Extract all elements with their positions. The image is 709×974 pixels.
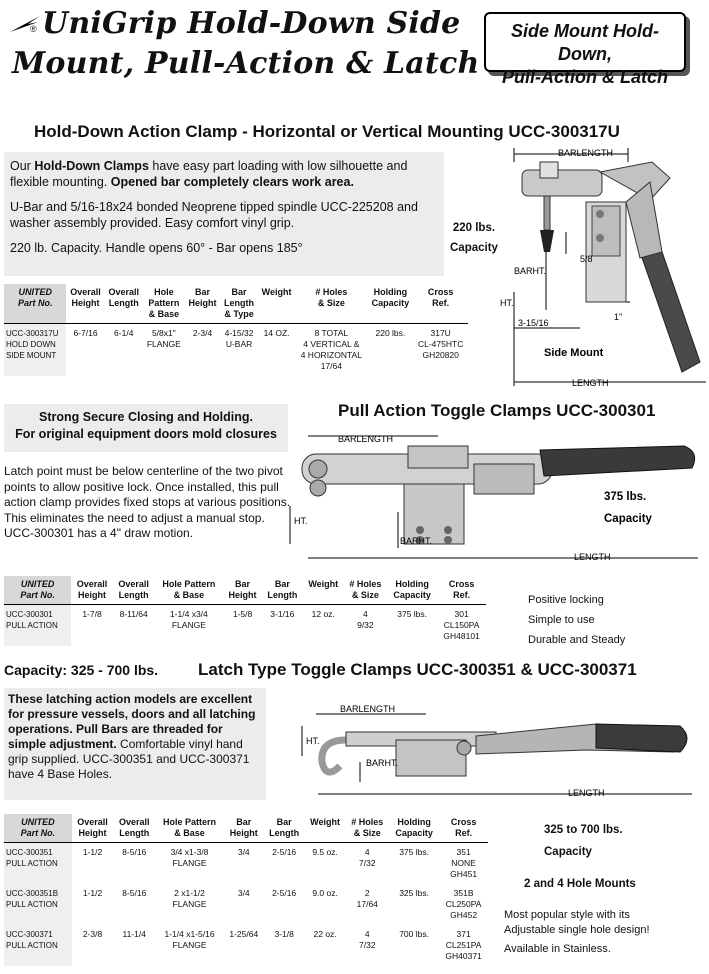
column-header: Weight bbox=[258, 284, 295, 324]
table-cell: UCC-300351B PULL ACTION bbox=[4, 884, 72, 925]
table-cell: UCC-300351 PULL ACTION bbox=[4, 843, 72, 885]
column-header: Bar Length & Type bbox=[220, 284, 258, 324]
table-cell: 2-3/4 bbox=[192, 328, 213, 338]
table-row bbox=[4, 324, 468, 377]
table-cell: 4-15/32 U-BAR bbox=[224, 328, 254, 349]
column-header: Bar Length bbox=[262, 576, 303, 605]
dim-five-eighths: 5/8 bbox=[580, 254, 593, 264]
dim-one-inch: 1" bbox=[614, 312, 623, 322]
table-cell: 2-5/16 bbox=[272, 847, 297, 857]
table-cell: 1-5/8 bbox=[232, 609, 253, 619]
column-header: Overall Length bbox=[113, 814, 155, 843]
table-row bbox=[4, 925, 488, 966]
section3-description bbox=[4, 688, 266, 800]
table-cell: 9.0 oz. bbox=[312, 888, 338, 898]
table-cell: 9.5 oz. bbox=[312, 847, 338, 857]
dim-length: LENGTH bbox=[574, 552, 611, 562]
table-cell: 11-1/4 bbox=[122, 929, 146, 939]
table-cell: 3/4 x1-3/8 FLANGE bbox=[170, 847, 209, 868]
section1-capacity: 220 lbs. Capacity bbox=[450, 222, 498, 254]
column-header: Holding Capacity bbox=[389, 814, 439, 843]
section3-capacity-value: 325 to 700 lbs. bbox=[544, 824, 623, 836]
section2-capacity-label: Capacity bbox=[604, 513, 652, 525]
dim-bar-height: BARHT. bbox=[400, 536, 433, 546]
table-cell: 1-25/64 bbox=[229, 929, 259, 939]
dim-height: HT. bbox=[500, 298, 514, 308]
table-cell: 2-5/16 bbox=[272, 888, 297, 898]
section2-capacity-value: 375 lbs. bbox=[604, 491, 647, 503]
table-cell: 22 oz. bbox=[313, 929, 337, 939]
table-cell: 8-5/16 bbox=[122, 888, 147, 898]
table-body bbox=[4, 843, 488, 967]
column-header: Cross Ref. bbox=[437, 576, 486, 605]
section2-tagline: Strong Secure Closing and Holding. For original equipment doors mold closures bbox=[4, 404, 288, 452]
table-cell: 351 NONE GH451 bbox=[450, 847, 478, 879]
column-header: Hole Pattern & Base bbox=[143, 284, 185, 324]
column-header: # Holes & Size bbox=[344, 576, 387, 605]
dim-bar-length: BARLENGTH bbox=[558, 148, 614, 158]
section3-notes: Most popular style with its Adjustable single hole design! Available in Stainless. bbox=[504, 909, 650, 955]
column-header: Weight bbox=[305, 814, 346, 843]
dim-height: HT. bbox=[306, 736, 320, 746]
table-cell: 220 lbs. bbox=[375, 328, 406, 338]
column-header: Overall Height bbox=[72, 814, 114, 843]
table-cell: 3-1/8 bbox=[274, 929, 294, 939]
column-header: UNITED Part No. bbox=[4, 576, 71, 605]
page-title-line2: Mount, Pull-Action & Latch bbox=[12, 46, 480, 81]
dim-bar-length: BARLENGTH bbox=[340, 704, 396, 714]
table-cell: 1-1/4 x3/4 FLANGE bbox=[169, 609, 208, 630]
table-cell: UCC-300301 PULL ACTION bbox=[4, 605, 71, 647]
section2-description: Latch point must be below centerline of the two pivot points to allow positive lock. Once installed, this pull action clamp provides fixed stops at various positions. This eliminates the need to adjust a manual stop. UCC-300301 has a 4" draw motion. bbox=[4, 464, 291, 540]
table-header-row bbox=[4, 284, 468, 324]
registered-mark: ® bbox=[30, 24, 37, 34]
table-header-row bbox=[4, 814, 488, 843]
column-header: Weight bbox=[303, 576, 344, 605]
section3-desc-normal: Comfortable vinyl hand grip supplied. UCC-300351 and UCC-300371 have 4 Base Holes. bbox=[8, 737, 250, 781]
column-header: Overall Height bbox=[71, 576, 113, 605]
dim-length: LENGTH bbox=[572, 378, 609, 388]
table-cell: UCC-300317U HOLD DOWN SIDE MOUNT bbox=[4, 324, 66, 377]
dim-bar-height: BARHT. bbox=[514, 266, 547, 276]
section1-desc-p2: U-Bar and 5/16-18x24 bonded Neoprene tipped spindle UCC-225208 and washer assembly provided. Easy comfort vinyl grip. bbox=[10, 200, 418, 230]
page-title-line1: UniGrip Hold-Down Side bbox=[42, 6, 461, 41]
table-cell: 3-1/16 bbox=[270, 609, 295, 619]
table-cell: 1-1/2 bbox=[82, 888, 103, 898]
column-header: Cross Ref. bbox=[439, 814, 488, 843]
table-cell: 1-7/8 bbox=[82, 609, 102, 619]
column-header: # Holes & Size bbox=[295, 284, 367, 324]
table-row bbox=[4, 843, 488, 885]
table-cell: 4 7/32 bbox=[359, 929, 376, 950]
table-cell: 375 lbs. bbox=[397, 609, 428, 619]
section2-heading: Pull Action Toggle Clamps UCC-300301 bbox=[338, 401, 656, 420]
section3-heading: Latch Type Toggle Clamps UCC-300351 & UCC-300371 bbox=[198, 660, 637, 679]
section1-heading: Hold-Down Action Clamp - Horizontal or Vertical Mounting UCC-300317U bbox=[34, 122, 620, 141]
table-cell: 8-11/64 bbox=[119, 609, 148, 619]
column-header: Holding Capacity bbox=[367, 284, 413, 324]
feature-item: Durable and Steady bbox=[528, 634, 626, 646]
table-row bbox=[4, 884, 488, 925]
table-cell: 2 17/64 bbox=[356, 888, 378, 909]
table-cell: 8-5/16 bbox=[122, 847, 147, 857]
section1-spec-table bbox=[4, 284, 468, 376]
table-cell: 2 x1-1/2 FLANGE bbox=[172, 888, 207, 909]
section1-description bbox=[4, 152, 444, 276]
table-cell: 8 TOTAL 4 VERTICAL & 4 HORIZONTAL 17/64 bbox=[300, 328, 362, 371]
column-header: Cross Ref. bbox=[413, 284, 468, 324]
section1-desc-p1: Our Hold-Down Clamps have easy part loading with low silhouette and flexible mounting. Opened bar completely clears work area. bbox=[10, 159, 408, 189]
table-cell: 317U CL-475HTC GH20820 bbox=[417, 328, 464, 360]
hold-down-clamp-image bbox=[500, 142, 708, 392]
column-header: Overall Length bbox=[113, 576, 155, 605]
feature-item: Simple to use bbox=[528, 614, 595, 626]
table-cell: 3/4 bbox=[237, 847, 250, 857]
table-cell: 1-1/4 x1-5/16 FLANGE bbox=[164, 929, 215, 950]
section3-desc-bold: These latching action models are excellent for pressure vessels, doors and all latching operations. Pull Bars are threaded for simple adjustment. bbox=[8, 692, 256, 751]
table-cell: 1-1/2 bbox=[82, 847, 103, 857]
table-cell: 375 lbs. bbox=[399, 847, 429, 857]
dim-bar-height: BARHT. bbox=[366, 758, 399, 768]
column-header: Bar Height bbox=[223, 576, 262, 605]
pull-action-clamp-image bbox=[288, 424, 704, 568]
column-header: Overall Height bbox=[66, 284, 104, 324]
section3-capacity-heading: Capacity: 325 - 700 lbs. bbox=[4, 662, 159, 678]
badge-line2: Pull-Action & Latch bbox=[502, 67, 668, 87]
section3-spec-table bbox=[4, 814, 488, 966]
section3-mounts: 2 and 4 Hole Mounts bbox=[524, 878, 636, 890]
image-caption: Side Mount bbox=[544, 347, 604, 359]
dim-height: HT. bbox=[294, 516, 308, 526]
column-header: Hole Pattern & Base bbox=[155, 814, 224, 843]
table-cell: 14 OZ. bbox=[263, 328, 290, 338]
column-header: Bar Height bbox=[185, 284, 220, 324]
section1-desc-p3: 220 lb. Capacity. Handle opens 60° - Bar opens 185° bbox=[10, 241, 303, 255]
section3-capacity-label: Capacity bbox=[544, 846, 592, 858]
column-header: Hole Pattern & Base bbox=[154, 576, 223, 605]
table-cell: 325 lbs. bbox=[399, 888, 429, 898]
product-badge bbox=[484, 12, 686, 87]
dim-length: LENGTH bbox=[568, 788, 605, 798]
table-cell: 12 oz. bbox=[311, 609, 335, 619]
table-cell: 3/4 bbox=[237, 888, 250, 898]
badge-line1: Side Mount Hold-Down, bbox=[511, 21, 659, 64]
table-cell: 6-1/4 bbox=[114, 328, 134, 338]
column-header: Overall Length bbox=[105, 284, 143, 324]
table-body bbox=[4, 605, 486, 647]
table-body bbox=[4, 324, 468, 377]
table-cell: 4 7/32 bbox=[359, 847, 376, 868]
column-header: UNITED Part No. bbox=[4, 814, 72, 843]
section2-spec-table bbox=[4, 576, 486, 646]
dim-three-fifteen-sixteenths: 3-15/16 bbox=[518, 318, 549, 328]
column-header: Bar Length bbox=[264, 814, 305, 843]
table-header-row bbox=[4, 576, 486, 605]
section2-features bbox=[528, 590, 625, 650]
column-header: Bar Height bbox=[224, 814, 264, 843]
feature-item: Positive locking bbox=[528, 594, 604, 606]
table-cell: 5/8x1" FLANGE bbox=[146, 328, 181, 349]
table-cell: 351B CL250PA GH452 bbox=[445, 888, 482, 920]
table-cell: 6-7/16 bbox=[73, 328, 98, 338]
column-header: UNITED Part No. bbox=[4, 284, 66, 324]
table-cell: UCC-300371 PULL ACTION bbox=[4, 925, 72, 966]
latch-clamp-image bbox=[296, 696, 704, 806]
table-cell: 700 lbs. bbox=[399, 929, 429, 939]
dim-bar-length: BARLENGTH bbox=[338, 434, 394, 444]
table-cell: 371 CL251PA GH40371 bbox=[445, 929, 482, 961]
table-cell: 2-3/8 bbox=[82, 929, 103, 939]
column-header: Holding Capacity bbox=[387, 576, 437, 605]
column-header: # Holes & Size bbox=[346, 814, 389, 843]
table-row bbox=[4, 605, 486, 647]
table-cell: 301 CL150PA GH48101 bbox=[443, 609, 480, 641]
table-cell: 4 9/32 bbox=[357, 609, 374, 630]
